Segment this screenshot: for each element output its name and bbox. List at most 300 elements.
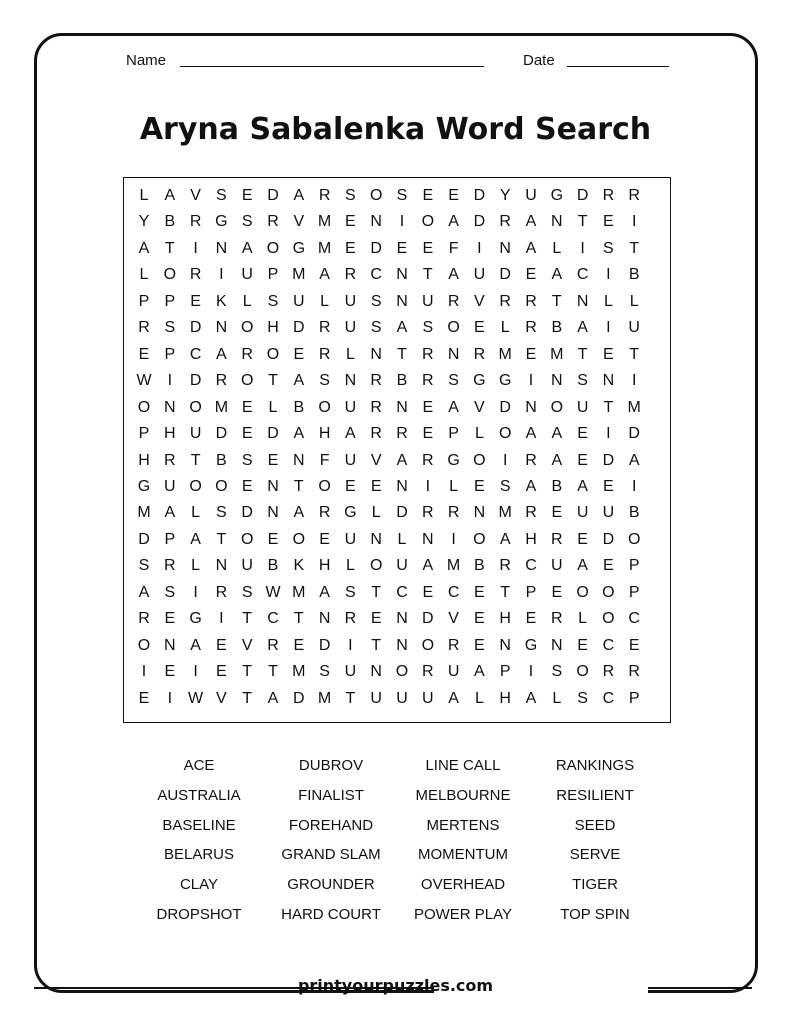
grid-letter[interactable]: T xyxy=(242,689,253,707)
grid-letter[interactable]: L xyxy=(242,292,252,310)
grid-letter[interactable]: T xyxy=(577,345,588,363)
grid-letter[interactable]: S xyxy=(216,187,227,204)
grid-letter[interactable]: S xyxy=(241,451,253,469)
grid-letter[interactable]: S xyxy=(241,583,253,601)
grid-letter[interactable]: T xyxy=(242,610,253,628)
grid-letter[interactable]: E xyxy=(267,451,279,469)
grid-letter[interactable]: L xyxy=(139,266,149,284)
grid-letter[interactable]: E xyxy=(293,636,305,654)
grid-letter[interactable]: O xyxy=(421,636,435,654)
grid-letter[interactable]: V xyxy=(190,187,201,204)
grid-letter[interactable]: N xyxy=(293,451,305,469)
grid-letter[interactable]: N xyxy=(267,504,279,522)
grid-letter[interactable]: N xyxy=(602,372,615,390)
grid-letter[interactable]: U xyxy=(551,557,563,575)
grid-letter[interactable]: T xyxy=(500,583,511,601)
grid-letter[interactable]: S xyxy=(345,187,356,204)
grid-letter[interactable]: A xyxy=(448,266,459,284)
grid-letter[interactable]: H xyxy=(525,530,537,548)
grid-letter[interactable]: E xyxy=(474,583,485,601)
grid-letter[interactable]: T xyxy=(164,239,175,257)
grid-letter[interactable]: P xyxy=(164,292,176,310)
grid-letter[interactable]: V xyxy=(474,292,485,310)
grid-letter[interactable]: P xyxy=(525,583,537,601)
grid-letter[interactable]: O xyxy=(189,477,202,495)
grid-letter[interactable]: E xyxy=(164,610,176,628)
grid-letter[interactable]: R xyxy=(525,319,537,337)
grid-letter[interactable]: I xyxy=(141,663,147,681)
grid-letter[interactable]: R xyxy=(602,187,615,204)
grid-letter[interactable]: M xyxy=(292,583,306,601)
grid-letter[interactable]: E xyxy=(422,425,434,443)
grid-letter[interactable]: O xyxy=(137,398,151,416)
grid-letter[interactable]: N xyxy=(396,292,408,310)
grid-letter[interactable]: L xyxy=(139,187,149,204)
grid-letter[interactable]: O xyxy=(163,266,177,284)
grid-letter[interactable]: I xyxy=(606,266,611,284)
grid-letter[interactable]: N xyxy=(370,663,382,681)
grid-letter[interactable]: D xyxy=(473,187,486,204)
grid-letter[interactable]: O xyxy=(215,477,228,495)
grid-letter[interactable]: S xyxy=(551,663,563,681)
grid-letter[interactable]: M xyxy=(498,345,512,363)
grid-letter[interactable]: R xyxy=(602,663,615,681)
grid-letter[interactable]: R xyxy=(422,345,434,363)
grid-letter[interactable]: S xyxy=(319,663,330,681)
grid-letter[interactable]: B xyxy=(551,477,563,495)
grid-letter[interactable]: O xyxy=(627,530,641,548)
grid-letter[interactable]: S xyxy=(164,583,176,601)
grid-letter[interactable]: G xyxy=(344,504,357,522)
grid-letter[interactable]: M xyxy=(550,345,564,363)
grid-letter[interactable]: D xyxy=(293,319,305,337)
grid-letter[interactable]: I xyxy=(219,610,224,628)
grid-letter[interactable]: B xyxy=(293,398,305,416)
grid-letter[interactable]: D xyxy=(241,504,253,522)
grid-letter[interactable]: E xyxy=(603,345,614,363)
grid-letter[interactable]: E xyxy=(190,292,201,310)
grid-letter[interactable]: C xyxy=(628,610,640,628)
grid-letter[interactable]: N xyxy=(499,636,511,654)
grid-letter[interactable]: A xyxy=(525,239,537,257)
grid-letter[interactable]: R xyxy=(189,213,202,231)
grid-letter[interactable]: T xyxy=(551,292,562,310)
grid-letter[interactable]: U xyxy=(189,425,202,443)
grid-letter[interactable]: E xyxy=(241,398,253,416)
grid-letter[interactable]: E xyxy=(216,636,227,654)
grid-letter[interactable]: E xyxy=(551,504,563,522)
grid-letter[interactable]: A xyxy=(525,213,537,231)
grid-letter[interactable]: L xyxy=(552,239,562,257)
grid-letter[interactable]: I xyxy=(167,689,173,707)
grid-letter[interactable]: R xyxy=(499,557,511,575)
grid-letter[interactable]: K xyxy=(216,292,227,310)
grid-letter[interactable]: S xyxy=(241,213,253,231)
grid-letter[interactable]: E xyxy=(370,610,382,628)
grid-letter[interactable]: A xyxy=(551,266,563,284)
grid-letter[interactable]: V xyxy=(448,610,459,628)
grid-letter[interactable]: O xyxy=(369,557,383,575)
grid-letter[interactable]: A xyxy=(448,398,459,416)
grid-letter[interactable]: D xyxy=(215,425,228,443)
grid-letter[interactable]: L xyxy=(474,689,484,707)
grid-letter[interactable]: A xyxy=(190,530,201,548)
grid-letter[interactable]: O xyxy=(266,345,280,363)
grid-letter[interactable]: U xyxy=(344,319,357,337)
grid-letter[interactable]: I xyxy=(348,636,353,654)
grid-letter[interactable]: L xyxy=(474,425,484,443)
grid-letter[interactable]: U xyxy=(576,398,589,416)
grid-letter[interactable]: C xyxy=(189,345,202,363)
grid-letter[interactable]: S xyxy=(603,239,614,257)
grid-letter[interactable]: A xyxy=(164,187,176,204)
grid-letter[interactable]: V xyxy=(293,213,305,231)
grid-letter[interactable]: E xyxy=(603,213,614,231)
grid-letter[interactable]: O xyxy=(318,477,331,495)
grid-letter[interactable]: D xyxy=(602,451,615,469)
grid-letter[interactable]: L xyxy=(629,292,639,310)
grid-letter[interactable]: U xyxy=(293,292,305,310)
grid-letter[interactable]: E xyxy=(551,583,563,601)
grid-letter[interactable]: T xyxy=(345,689,356,707)
grid-letter[interactable]: U xyxy=(628,319,640,337)
grid-letter[interactable]: P xyxy=(628,689,640,707)
grid-letter[interactable]: A xyxy=(396,319,408,337)
grid-letter[interactable]: E xyxy=(138,689,150,707)
grid-letter[interactable]: R xyxy=(499,292,511,310)
grid-letter[interactable]: T xyxy=(371,636,382,654)
grid-letter[interactable]: O xyxy=(137,636,151,654)
grid-letter[interactable]: U xyxy=(576,504,589,522)
grid-letter[interactable]: B xyxy=(164,213,176,231)
grid-letter[interactable]: G xyxy=(189,610,202,628)
grid-letter[interactable]: M xyxy=(292,663,306,681)
grid-letter[interactable]: I xyxy=(451,530,456,548)
grid-letter[interactable]: O xyxy=(240,319,254,337)
grid-letter[interactable]: B xyxy=(628,504,640,522)
grid-letter[interactable]: O xyxy=(602,610,615,628)
grid-letter[interactable]: I xyxy=(502,451,508,469)
grid-letter[interactable]: R xyxy=(318,319,331,337)
grid-letter[interactable]: I xyxy=(477,239,482,257)
grid-letter[interactable]: D xyxy=(318,636,331,654)
grid-letter[interactable]: A xyxy=(293,504,305,522)
grid-letter[interactable]: E xyxy=(603,557,614,575)
grid-letter[interactable]: P xyxy=(138,425,150,443)
grid-letter[interactable]: U xyxy=(344,292,357,310)
grid-letter[interactable]: H xyxy=(318,425,331,443)
grid-letter[interactable]: T xyxy=(371,583,382,601)
grid-letter[interactable]: A xyxy=(551,451,563,469)
grid-letter[interactable]: U xyxy=(344,530,357,548)
grid-letter[interactable]: O xyxy=(318,398,331,416)
grid-letter[interactable]: N xyxy=(164,636,176,654)
grid-letter[interactable]: B xyxy=(628,266,640,284)
grid-letter[interactable]: I xyxy=(631,213,637,231)
grid-letter[interactable]: P xyxy=(628,583,640,601)
grid-letter[interactable]: E xyxy=(241,425,253,443)
grid-letter[interactable]: I xyxy=(425,477,431,495)
grid-letter[interactable]: S xyxy=(577,372,588,390)
grid-letter[interactable]: P xyxy=(628,557,640,575)
grid-letter[interactable]: S xyxy=(370,292,382,310)
grid-letter[interactable]: P xyxy=(267,266,279,284)
grid-letter[interactable]: F xyxy=(319,451,330,469)
grid-letter[interactable]: T xyxy=(216,530,227,548)
grid-letter[interactable]: H xyxy=(138,451,150,469)
grid-letter[interactable]: C xyxy=(525,557,537,575)
grid-letter[interactable]: A xyxy=(422,557,434,575)
grid-letter[interactable]: O xyxy=(498,425,512,443)
grid-letter[interactable]: B xyxy=(396,372,408,390)
grid-letter[interactable]: T xyxy=(577,213,588,231)
grid-letter[interactable]: H xyxy=(267,319,279,337)
grid-letter[interactable]: S xyxy=(448,372,459,390)
grid-letter[interactable]: U xyxy=(396,557,408,575)
grid-letter[interactable]: R xyxy=(138,319,150,337)
grid-letter[interactable]: E xyxy=(267,530,279,548)
grid-letter[interactable]: O xyxy=(576,663,589,681)
grid-letter[interactable]: R xyxy=(422,504,434,522)
grid-letter[interactable]: O xyxy=(240,372,254,390)
grid-letter[interactable]: A xyxy=(474,663,485,681)
grid-letter[interactable]: R xyxy=(267,213,279,231)
grid-letter[interactable]: O xyxy=(395,663,409,681)
grid-letter[interactable]: T xyxy=(242,663,253,681)
grid-letter[interactable]: N xyxy=(164,398,176,416)
grid-letter[interactable]: I xyxy=(528,372,534,390)
grid-letter[interactable]: R xyxy=(499,213,511,231)
grid-letter[interactable]: N xyxy=(396,610,408,628)
grid-letter[interactable]: P xyxy=(164,345,176,363)
grid-letter[interactable]: A xyxy=(319,266,330,284)
grid-letter[interactable]: N xyxy=(396,636,408,654)
grid-letter[interactable]: E xyxy=(293,345,305,363)
grid-letter[interactable]: R xyxy=(215,583,228,601)
grid-letter[interactable]: M xyxy=(214,398,229,416)
grid-letter[interactable]: T xyxy=(629,345,640,363)
grid-letter[interactable]: U xyxy=(602,504,615,522)
grid-letter[interactable]: R xyxy=(344,266,357,284)
grid-letter[interactable]: P xyxy=(499,663,511,681)
grid-letter[interactable]: C xyxy=(602,636,615,654)
grid-letter[interactable]: A xyxy=(551,425,563,443)
grid-letter[interactable]: N xyxy=(422,530,434,548)
grid-letter[interactable]: U xyxy=(164,477,176,495)
grid-letter[interactable]: E xyxy=(474,610,485,628)
grid-letter[interactable]: S xyxy=(345,583,356,601)
grid-letter[interactable]: A xyxy=(628,451,640,469)
grid-letter[interactable]: E xyxy=(216,663,227,681)
grid-letter[interactable]: A xyxy=(577,319,588,337)
grid-letter[interactable]: N xyxy=(551,213,563,231)
grid-letter[interactable]: R xyxy=(267,636,279,654)
grid-letter[interactable]: G xyxy=(524,636,538,654)
grid-letter[interactable]: E xyxy=(422,583,434,601)
grid-letter[interactable]: A xyxy=(267,689,279,707)
grid-letter[interactable]: E xyxy=(474,636,485,654)
grid-letter[interactable]: U xyxy=(241,266,253,284)
grid-letter[interactable]: M xyxy=(498,504,512,522)
grid-letter[interactable]: D xyxy=(370,239,382,257)
grid-letter[interactable]: I xyxy=(399,213,405,231)
grid-letter[interactable]: A xyxy=(293,372,305,390)
grid-letter[interactable]: E xyxy=(474,319,485,337)
grid-letter[interactable]: I xyxy=(193,663,198,681)
grid-letter[interactable]: G xyxy=(292,239,306,257)
grid-letter[interactable]: G xyxy=(215,213,228,231)
grid-letter[interactable]: E xyxy=(422,187,434,204)
grid-letter[interactable]: L xyxy=(268,398,278,416)
grid-letter[interactable]: M xyxy=(446,557,461,575)
grid-letter[interactable]: N xyxy=(370,530,382,548)
grid-letter[interactable]: N xyxy=(396,398,408,416)
grid-letter[interactable]: D xyxy=(602,530,615,548)
grid-letter[interactable]: R xyxy=(318,187,331,204)
grid-letter[interactable]: U xyxy=(525,187,537,204)
grid-letter[interactable]: A xyxy=(241,239,253,257)
grid-letter[interactable]: O xyxy=(550,398,564,416)
grid-letter[interactable]: R xyxy=(447,292,460,310)
grid-letter[interactable]: D xyxy=(267,425,279,443)
grid-letter[interactable]: R xyxy=(138,610,150,628)
grid-letter[interactable]: U xyxy=(396,689,408,707)
grid-letter[interactable]: M xyxy=(627,398,641,416)
grid-letter[interactable]: R xyxy=(164,451,176,469)
grid-letter[interactable]: R xyxy=(551,530,563,548)
grid-letter[interactable]: O xyxy=(266,239,280,257)
grid-letter[interactable]: R xyxy=(525,504,537,522)
grid-letter[interactable]: B xyxy=(216,451,227,469)
grid-letter[interactable]: D xyxy=(499,398,511,416)
grid-letter[interactable]: G xyxy=(447,451,460,469)
grid-letter[interactable]: O xyxy=(576,583,589,601)
grid-letter[interactable]: L xyxy=(578,610,588,628)
grid-letter[interactable]: I xyxy=(631,477,637,495)
grid-letter[interactable]: R xyxy=(551,610,563,628)
grid-letter[interactable]: N xyxy=(551,372,563,390)
grid-letter[interactable]: U xyxy=(370,689,382,707)
grid-letter[interactable]: S xyxy=(216,504,227,522)
grid-letter[interactable]: Y xyxy=(499,187,511,204)
grid-letter[interactable]: G xyxy=(550,187,564,204)
grid-letter[interactable]: A xyxy=(319,583,330,601)
grid-letter[interactable]: R xyxy=(473,345,486,363)
grid-letter[interactable]: N xyxy=(473,504,486,522)
grid-letter[interactable]: B xyxy=(267,557,279,575)
grid-letter[interactable]: H xyxy=(499,689,511,707)
grid-letter[interactable]: E xyxy=(448,187,459,204)
grid-letter[interactable]: I xyxy=(193,583,198,601)
grid-letter[interactable]: L xyxy=(603,292,613,310)
grid-letter[interactable]: N xyxy=(370,213,382,231)
grid-letter[interactable]: C xyxy=(370,266,382,284)
grid-letter[interactable]: N xyxy=(525,398,537,416)
grid-letter[interactable]: D xyxy=(422,610,434,628)
grid-letter[interactable]: E xyxy=(577,530,588,548)
grid-letter[interactable]: I xyxy=(580,239,585,257)
grid-letter[interactable]: E xyxy=(525,266,537,284)
grid-letter[interactable]: I xyxy=(606,425,611,443)
grid-letter[interactable]: M xyxy=(292,266,306,284)
grid-letter[interactable]: R xyxy=(164,557,176,575)
grid-letter[interactable]: I xyxy=(606,319,611,337)
grid-letter[interactable]: A xyxy=(577,477,588,495)
grid-letter[interactable]: L xyxy=(345,557,355,575)
grid-letter[interactable]: N xyxy=(396,477,408,495)
grid-letter[interactable]: M xyxy=(137,504,151,522)
grid-letter[interactable]: C xyxy=(267,610,279,628)
grid-letter[interactable]: I xyxy=(167,372,173,390)
grid-letter[interactable]: I xyxy=(193,239,198,257)
grid-letter[interactable]: E xyxy=(138,345,150,363)
grid-letter[interactable]: R xyxy=(241,345,253,363)
grid-letter[interactable]: C xyxy=(396,583,408,601)
grid-letter[interactable]: R xyxy=(370,425,382,443)
grid-letter[interactable]: I xyxy=(528,663,534,681)
grid-letter[interactable]: D xyxy=(499,266,511,284)
grid-letter[interactable]: R xyxy=(628,187,640,204)
grid-letter[interactable]: T xyxy=(293,610,304,628)
grid-letter[interactable]: R xyxy=(447,504,460,522)
grid-letter[interactable]: A xyxy=(577,557,588,575)
grid-letter[interactable]: G xyxy=(498,372,512,390)
grid-letter[interactable]: M xyxy=(317,689,332,707)
grid-letter[interactable]: I xyxy=(219,266,224,284)
grid-letter[interactable]: E xyxy=(628,636,640,654)
grid-letter[interactable]: S xyxy=(396,187,408,204)
grid-letter[interactable]: A xyxy=(448,213,459,231)
grid-letter[interactable]: P xyxy=(164,530,176,548)
grid-letter[interactable]: T xyxy=(397,345,407,363)
grid-letter[interactable]: A xyxy=(396,451,408,469)
grid-letter[interactable]: T xyxy=(268,372,278,390)
grid-letter[interactable]: R xyxy=(525,451,537,469)
grid-letter[interactable]: A xyxy=(164,504,176,522)
grid-letter[interactable]: O xyxy=(473,530,486,548)
grid-letter[interactable]: E xyxy=(396,239,408,257)
grid-letter[interactable]: S xyxy=(422,319,434,337)
grid-letter[interactable]: E xyxy=(370,477,382,495)
grid-letter[interactable]: L xyxy=(191,557,201,575)
grid-letter[interactable]: O xyxy=(447,319,460,337)
grid-letter[interactable]: V xyxy=(474,398,485,416)
grid-letter[interactable]: N xyxy=(396,266,408,284)
grid-letter[interactable]: S xyxy=(577,689,588,707)
grid-letter[interactable]: D xyxy=(189,372,202,390)
grid-letter[interactable]: E xyxy=(577,425,588,443)
grid-letter[interactable]: E xyxy=(525,345,537,363)
grid-letter[interactable]: T xyxy=(422,266,433,284)
grid-letter[interactable]: L xyxy=(191,504,201,522)
grid-letter[interactable]: R xyxy=(189,266,202,284)
grid-letter[interactable]: A xyxy=(525,689,537,707)
grid-letter[interactable]: W xyxy=(188,689,204,707)
grid-letter[interactable]: R xyxy=(422,372,434,390)
grid-letter[interactable]: U xyxy=(344,663,357,681)
grid-letter[interactable]: N xyxy=(499,239,511,257)
grid-letter[interactable]: C xyxy=(602,689,615,707)
grid-letter[interactable]: L xyxy=(320,292,330,310)
grid-letter[interactable]: A xyxy=(216,345,227,363)
grid-letter[interactable]: D xyxy=(473,213,486,231)
grid-letter[interactable]: O xyxy=(240,530,254,548)
grid-letter[interactable]: N xyxy=(215,239,228,257)
grid-letter[interactable]: D xyxy=(189,319,202,337)
grid-letter[interactable]: P xyxy=(138,292,150,310)
grid-letter[interactable]: E xyxy=(164,663,176,681)
grid-letter[interactable]: M xyxy=(317,239,332,257)
